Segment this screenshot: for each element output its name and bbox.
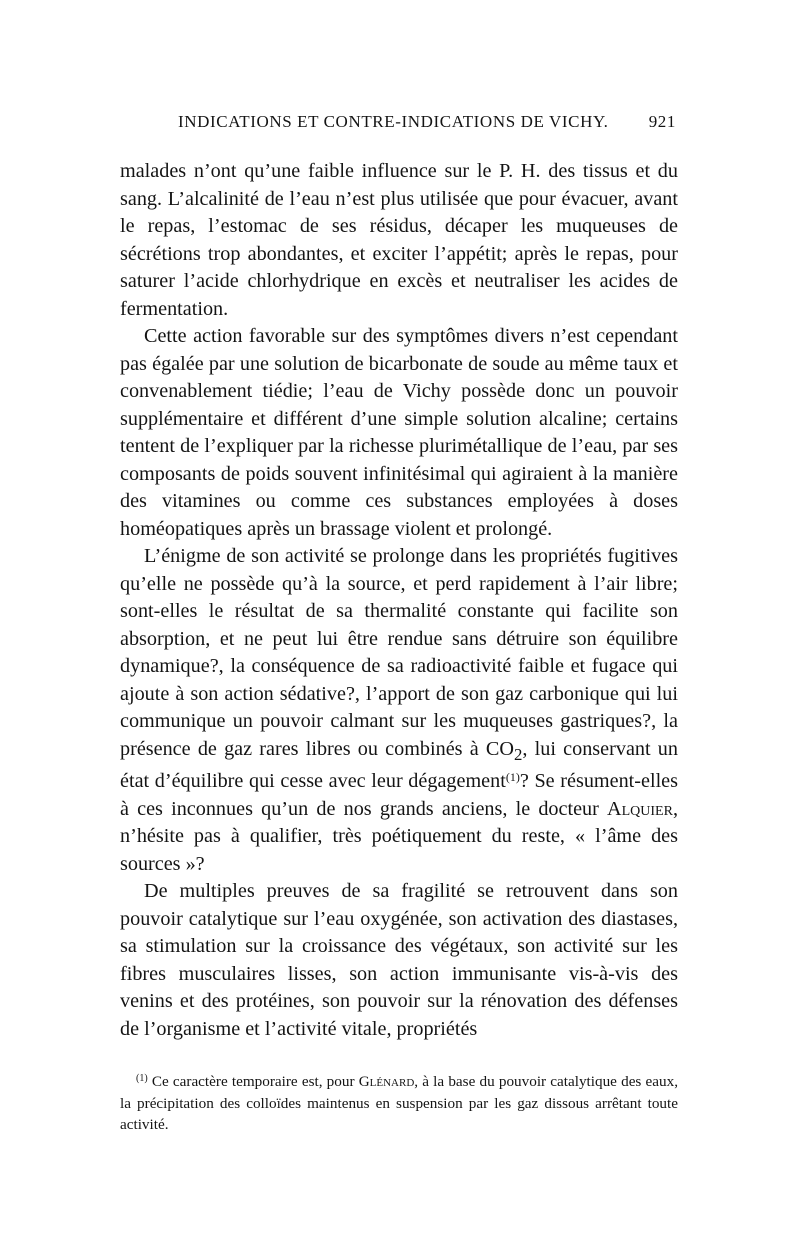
body-text <box>120 158 678 1043</box>
running-header <box>122 112 676 132</box>
paragraph-3-part-c: ? Se résument-elles à ces inconnues qu’un de nos grands anciens, le docteur <box>120 770 678 820</box>
paragraph-2: Cette action favorable sur des symptômes divers n’est cependant pas égalée par une solution de bicarbonate de soude au même taux et convenablement tiédie; l’eau de Vichy possède donc un pouvoir supplémentaire et différent d’une simple solution alcaline; certains tentent de l’expliquer par la richesse plurimétallique de l’eau, par ses composants de poids souvent infinitésimal qui agiraient à la manière des vitamines ou comme ces substances employées à doses homéopatiques après un brassage violent et prolongé. <box>120 325 678 540</box>
paragraph-1: malades n’ont qu’une faible influence sur le P. H. des tissus et du sang. L’alcalinité de l’eau n’est plus utilisée que pour évacuer, avant le repas, l’estomac de ses résidus, décaper les muqueuses de sécrétions trop abondantes, et exciter l’appétit; après le repas, pour saturer l’acide chlorhydrique en excès et neutraliser les acides de fermentation. <box>120 160 678 320</box>
paragraph-3-part-d: , n’hésite pas à qualifier, très poétiquement du reste, « l’âme des sources »? <box>120 797 678 875</box>
paragraph-3 <box>120 543 678 878</box>
running-title: INDICATIONS ET CONTRE-INDICATIONS DE VICHY. <box>178 112 609 131</box>
paragraph-3-part-a: L’énigme de son activité se prolonge dans les propriétés fugitives qu’elle ne possède qu’à la source, et perd rapidement à l’air libre; sont-elles le résultat de sa thermalité constante qui facilite son absorption, et ne peut lui être rendue sans détruire son équilibre dynamique?, la conséquence de sa radioactivité faible et fugace qui ajoute à son action sédative?, l’apport de son gaz carbonique qui lui communique un pouvoir calmant sur les muqueuses gastriques?, la présence de gaz rares libres ou combinés à CO <box>120 545 678 760</box>
author-name-glenard: Glénard <box>358 1073 415 1090</box>
paragraph-4: De multiples preuves de sa fragilité se retrouvent dans son pouvoir catalytique sur l’eau oxygénée, son activation des diastases, sa stimulation sur la croissance des végétaux, son activité sur les fibres musculaires lisses, son action immunisante vis-à-vis des venins et des protéines, son pouvoir sur la rénovation des défenses de l’organisme et l’activité vitale, propriétés <box>120 880 678 1040</box>
paragraph-3-part-b: , lui conservant un état d’équilibre qui cesse avec leur dégagement <box>120 737 678 793</box>
co2-subscript: 2 <box>513 744 523 764</box>
footnote-text-b: , à la base du pouvoir catalytique des eaux, la précipitation des colloïdes maintenus en suspension par les gaz dissous arrêtant toute activité. <box>120 1073 678 1133</box>
page-number: 921 <box>648 112 676 131</box>
footnote-reference[interactable]: (1) <box>505 770 520 785</box>
footnote <box>120 1071 678 1136</box>
footnote-marker: (1) <box>136 1073 148 1084</box>
author-name-alquier: Alquier <box>607 797 673 820</box>
footnote-text-a: Ce caractère temporaire est, pour <box>147 1073 359 1090</box>
